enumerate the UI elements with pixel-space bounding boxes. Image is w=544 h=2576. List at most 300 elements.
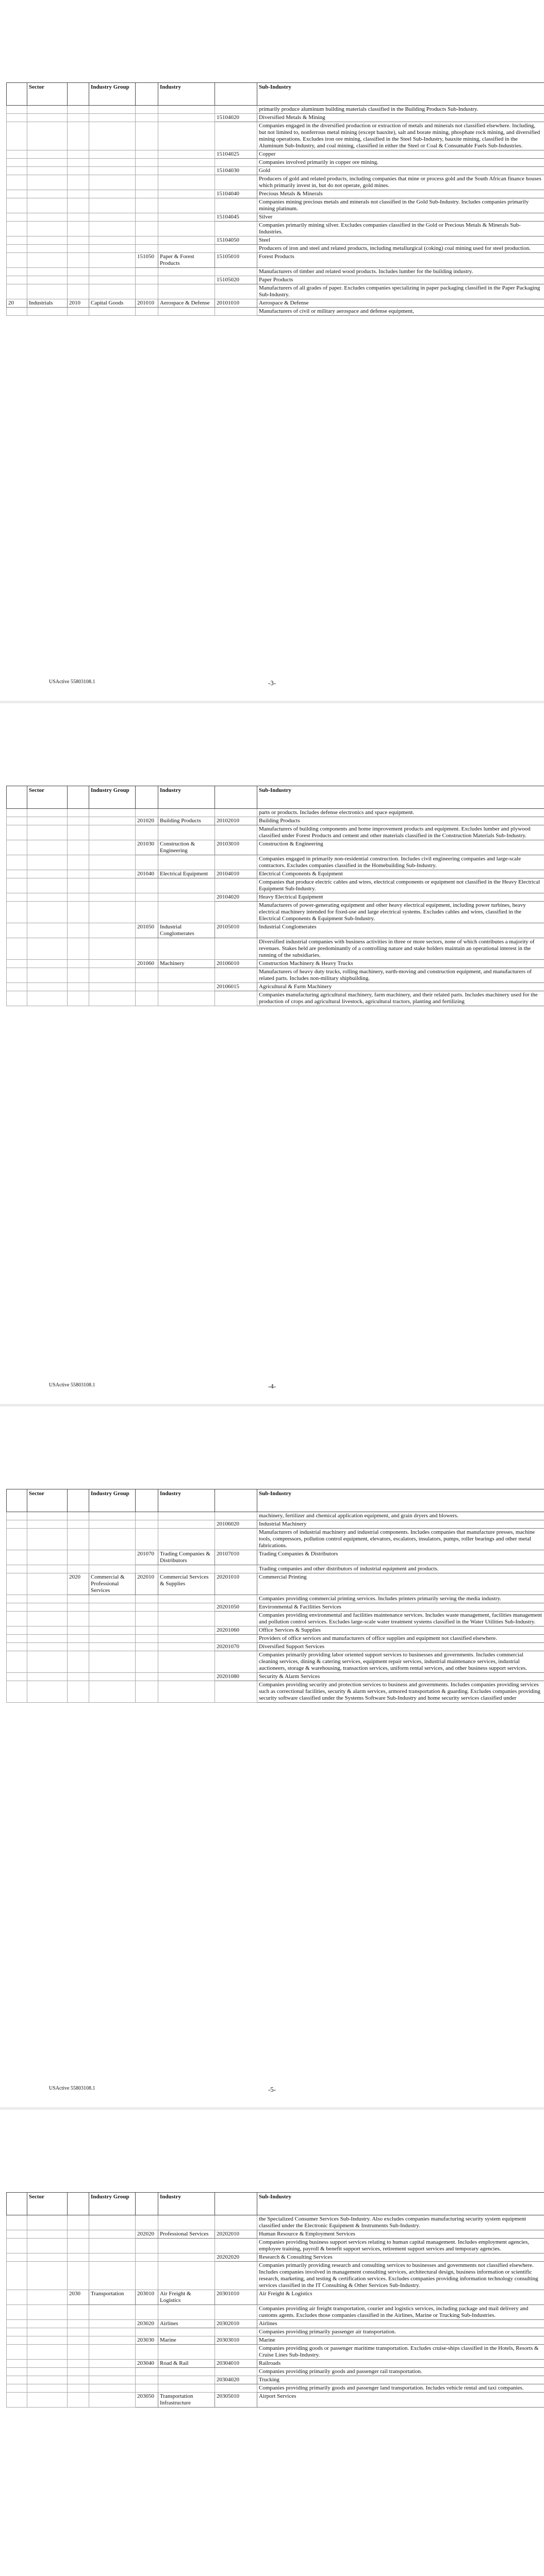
table-cell — [136, 268, 158, 276]
table-cell: Companies providing primarily goods and passenger rail transportation. — [257, 2368, 544, 2376]
table-cell — [136, 902, 158, 923]
table-row — [7, 150, 544, 159]
column-header: Sub-Industry — [257, 2193, 544, 2215]
table-cell — [27, 878, 68, 893]
table-cell — [68, 991, 89, 1006]
table-cell — [7, 825, 27, 840]
table-cell — [136, 245, 158, 253]
table-cell: 15105020 — [215, 276, 257, 284]
table-row — [7, 2345, 544, 2360]
table-cell: Commercial & Professional Services — [89, 1573, 136, 1595]
table-cell — [68, 2230, 89, 2239]
column-header: Sector — [27, 2193, 68, 2215]
table-row — [7, 840, 544, 855]
page-number: -5- — [268, 2086, 276, 2093]
table-cell — [215, 855, 257, 870]
table-cell: Companies providing environmental and facilities maintenance services. Includes waste management, facilities management and pollution control services. Excludes large-scale water treatment systems classified in the Water Utilities Sub-Industry. — [257, 1612, 544, 1626]
table-row — [7, 2336, 544, 2345]
table-cell — [158, 175, 215, 190]
table-cell — [89, 1673, 136, 1681]
table-cell — [27, 236, 68, 245]
table-cell — [27, 2215, 68, 2230]
table-cell — [68, 236, 89, 245]
table-cell: Manufacturers of power-generating equipment and other heavy electrical equipment, including power turbines, heavy electrical machinery intended for fixed-use and large electrical systems. Excludes cables and wires, classified in the Electrical Components & Equipment Sub-Industry. — [257, 902, 544, 923]
table-cell — [7, 1651, 27, 1673]
column-header — [215, 2193, 257, 2215]
table-cell: Manufacturers of all grades of paper. Excludes companies specializing in paper packaging classified in the Paper Packaging Sub-Industry. — [257, 284, 544, 299]
table-row — [7, 1550, 544, 1565]
table-cell: Companies manufacturing agricultural machinery, farm machinery, and their related parts. Includes machinery used for the production of crops and agricultural livestock, agricultural tractors, planting and fertilizing — [257, 991, 544, 1006]
column-header — [136, 786, 158, 809]
table-cell: Industrials — [27, 299, 68, 308]
table-row — [7, 276, 544, 284]
table-cell: 20106020 — [215, 1520, 257, 1529]
table-cell: Office Services & Supplies — [257, 1626, 544, 1635]
table-cell — [158, 2384, 215, 2393]
table-cell — [68, 1595, 89, 1603]
table-cell — [7, 2320, 27, 2328]
table-cell — [215, 1635, 257, 1643]
table-cell — [215, 2368, 257, 2376]
table-cell — [7, 817, 27, 825]
table-cell: Diversified Metals & Mining — [257, 114, 544, 122]
table-cell: Precious Metals & Minerals — [257, 190, 544, 198]
table-row — [7, 2215, 544, 2230]
table-cell — [27, 175, 68, 190]
table-row — [7, 2290, 544, 2305]
table-cell — [27, 1573, 68, 1595]
table-cell — [158, 245, 215, 253]
table-cell — [136, 198, 158, 213]
table-cell: Companies that produce electric cables and wires, electrical components or equipment not classified in the Heavy Electrical Equipment Sub-Industry. — [257, 878, 544, 893]
table-cell: 203020 — [136, 2320, 158, 2328]
table-cell — [7, 1643, 27, 1651]
table-cell: parts or products. Includes defense electronics and space equipment. — [257, 809, 544, 817]
table-cell — [215, 222, 257, 236]
table-cell — [136, 150, 158, 159]
table-cell — [27, 809, 68, 817]
table-cell — [89, 2320, 136, 2328]
column-header: Industry Group — [89, 786, 136, 809]
table-cell — [89, 1550, 136, 1565]
table-cell — [158, 2376, 215, 2384]
table-cell — [27, 1529, 68, 1550]
table-cell — [27, 2336, 68, 2345]
table-cell — [7, 855, 27, 870]
table-cell — [27, 902, 68, 923]
table-cell — [136, 855, 158, 870]
column-header — [136, 1489, 158, 1512]
table-cell: 20201070 — [215, 1643, 257, 1651]
table-cell — [68, 2305, 89, 2320]
table-cell — [7, 2336, 27, 2345]
table-cell — [68, 253, 89, 268]
table-cell — [89, 2215, 136, 2230]
table-cell: 201060 — [136, 960, 158, 968]
column-header: Industry — [158, 786, 215, 809]
table-cell: Machinery — [158, 960, 215, 968]
table-cell — [7, 991, 27, 1006]
table-cell — [7, 2253, 27, 2262]
table-cell — [136, 106, 158, 114]
table-cell — [7, 1635, 27, 1643]
table-cell — [68, 213, 89, 222]
column-header — [215, 83, 257, 106]
column-header — [7, 786, 27, 809]
table-cell: 20302010 — [215, 2320, 257, 2328]
table-cell — [215, 1529, 257, 1550]
table-cell — [27, 1635, 68, 1643]
table-cell — [7, 308, 27, 316]
table-cell: Electrical Components & Equipment — [257, 870, 544, 878]
table-cell — [158, 893, 215, 902]
table-cell: Electrical Equipment — [158, 870, 215, 878]
table-cell — [158, 855, 215, 870]
table-cell — [158, 2328, 215, 2336]
table-cell — [68, 2253, 89, 2262]
table-cell — [89, 960, 136, 968]
table-cell — [136, 983, 158, 991]
table-cell — [27, 1612, 68, 1626]
table-cell: 20201050 — [215, 1603, 257, 1612]
table-cell — [68, 1603, 89, 1612]
table-cell — [27, 122, 68, 150]
table-cell: 201040 — [136, 870, 158, 878]
table-cell — [68, 817, 89, 825]
table-row — [7, 2262, 544, 2290]
table-cell — [158, 213, 215, 222]
table-cell — [89, 308, 136, 316]
table-cell — [7, 114, 27, 122]
table-cell — [68, 1643, 89, 1651]
table-row — [7, 1529, 544, 1550]
table-cell: Industrial Conglomerates — [158, 923, 215, 938]
table-cell — [7, 150, 27, 159]
column-header — [68, 2193, 89, 2215]
table-cell: 20304020 — [215, 2376, 257, 2384]
document-page — [0, 1406, 544, 2107]
table-row — [7, 1512, 544, 1520]
table-cell — [136, 1565, 158, 1573]
table-cell — [68, 1651, 89, 1673]
table-cell — [27, 1512, 68, 1520]
table-cell — [7, 2376, 27, 2384]
table-cell — [158, 106, 215, 114]
table-cell — [89, 825, 136, 840]
table-cell — [136, 1529, 158, 1550]
table-cell — [7, 2368, 27, 2376]
table-cell — [89, 991, 136, 1006]
table-cell: Aerospace & Defense — [158, 299, 215, 308]
table-cell — [27, 968, 68, 983]
table-cell: Companies primarily mining silver. Excludes companies classified in the Gold or Precious Metals & Minerals Sub-Industries. — [257, 222, 544, 236]
table-cell — [68, 276, 89, 284]
table-cell — [7, 276, 27, 284]
table-row — [7, 825, 544, 840]
table-cell — [7, 2328, 27, 2336]
table-cell — [27, 855, 68, 870]
table-cell: Manufacturers of heavy duty trucks, rolling machinery, earth-moving and construction equipment, and manufacturers of related parts. Includes non-military shipbuilding. — [257, 968, 544, 983]
table-cell — [136, 825, 158, 840]
table-cell: Companies providing goods or passenger maritime transportation. Excludes cruise-ships classified in the Hotels, Resorts & Cruise Lines Sub-Industry. — [257, 2345, 544, 2360]
table-cell: Commercial Printing — [257, 1573, 544, 1595]
table-cell: Providers of office services and manufacturers of office supplies and equipment not classified elsewhere. — [257, 1635, 544, 1643]
table-cell — [27, 2320, 68, 2328]
table-row — [7, 809, 544, 817]
table-cell: Transportation Infrastructure — [158, 2393, 215, 2408]
table-row — [7, 245, 544, 253]
table-cell — [27, 150, 68, 159]
gics-table — [6, 2192, 544, 2408]
table-row — [7, 870, 544, 878]
table-cell — [68, 1529, 89, 1550]
table-cell — [136, 968, 158, 983]
table-cell — [68, 106, 89, 114]
table-cell — [158, 2305, 215, 2320]
column-header — [215, 1489, 257, 1512]
table-cell — [89, 198, 136, 213]
table-cell: 201020 — [136, 817, 158, 825]
table-cell — [136, 1681, 158, 1703]
table-cell — [136, 2328, 158, 2336]
table-cell — [27, 253, 68, 268]
table-cell — [215, 106, 257, 114]
table-cell — [89, 2328, 136, 2336]
table-cell — [215, 1595, 257, 1603]
table-row — [7, 2230, 544, 2239]
table-cell: machinery, fertilizer and chemical application equipment, and grain dryers and blowers. — [257, 1512, 544, 1520]
table-cell: Research & Consulting Services — [257, 2253, 544, 2262]
table-cell: 203050 — [136, 2393, 158, 2408]
table-row — [7, 2253, 544, 2262]
table-cell: Steel — [257, 236, 544, 245]
table-cell — [27, 2328, 68, 2336]
table-cell — [27, 893, 68, 902]
table-cell — [68, 2328, 89, 2336]
table-cell — [215, 1512, 257, 1520]
table-cell: Producers of iron and steel and related products, including metallurgical (coking) coal mining used for steel production. — [257, 245, 544, 253]
column-header: Industry — [158, 1489, 215, 1512]
table-cell: Airlines — [257, 2320, 544, 2328]
table-cell — [27, 114, 68, 122]
table-cell — [27, 2230, 68, 2239]
table-cell — [136, 1651, 158, 1673]
table-row — [7, 2384, 544, 2393]
table-cell — [27, 840, 68, 855]
table-cell — [7, 245, 27, 253]
table-cell — [215, 245, 257, 253]
table-row — [7, 1673, 544, 1681]
table-cell — [27, 2384, 68, 2393]
table-cell: Construction & Engineering — [257, 840, 544, 855]
table-cell — [7, 1595, 27, 1603]
table-cell — [27, 2262, 68, 2290]
table-cell — [136, 2262, 158, 2290]
table-cell — [7, 923, 27, 938]
table-cell: 20305010 — [215, 2393, 257, 2408]
footer-doc-id: USActive 55803108.1 — [49, 2086, 95, 2091]
column-header — [136, 2193, 158, 2215]
table-cell: 20104010 — [215, 870, 257, 878]
table-row — [7, 893, 544, 902]
table-cell — [68, 198, 89, 213]
table-cell — [7, 1512, 27, 1520]
table-cell — [27, 213, 68, 222]
table-row — [7, 878, 544, 893]
table-cell — [7, 1681, 27, 1703]
table-cell — [68, 923, 89, 938]
table-cell — [136, 2376, 158, 2384]
table-cell: 15104030 — [215, 167, 257, 175]
table-cell — [7, 1573, 27, 1595]
table-cell: 15104050 — [215, 236, 257, 245]
table-cell — [7, 2345, 27, 2360]
table-cell — [27, 268, 68, 276]
table-cell: 203040 — [136, 2360, 158, 2368]
table-cell — [27, 1603, 68, 1612]
table-cell — [68, 1635, 89, 1643]
table-cell — [136, 2305, 158, 2320]
table-cell: Companies providing commercial printing services. Includes printers primarily serving the media industry. — [257, 1595, 544, 1603]
table-cell — [136, 114, 158, 122]
table-row — [7, 308, 544, 316]
table-cell — [27, 991, 68, 1006]
table-cell — [27, 198, 68, 213]
table-cell — [68, 122, 89, 150]
table-row — [7, 1626, 544, 1635]
table-cell — [158, 878, 215, 893]
table-cell: Trading companies and other distributors of industrial equipment and products. — [257, 1565, 544, 1573]
table-cell: Companies providing air freight transportation, courier and logistics services, including package and mail delivery and customs agents. Excludes those companies classified in the Airlines, Marine or Trucking Sub-Industries. — [257, 2305, 544, 2320]
table-cell — [89, 1520, 136, 1529]
table-cell — [68, 268, 89, 276]
gics-table — [6, 1489, 544, 1703]
table-cell: 20106015 — [215, 983, 257, 991]
table-cell — [136, 1612, 158, 1626]
table-cell: Companies engaged in the diversified production or extraction of metals and minerals not classified elsewhere. Including, but not limited to, nonferrous metal mining (except bauxite), salt and borate mining, phosphate rock mining, and diversified mining operations. Excludes iron ore mining, classified in the Steel Sub-Industry, bauxite mining, classified in the Aluminum Sub-Industry, and coal mining, classified in either the Steel or Coal & Consumable Fuels Sub-Industries. — [257, 122, 544, 150]
table-cell — [158, 167, 215, 175]
table-cell — [89, 114, 136, 122]
table-cell — [215, 2328, 257, 2336]
table-cell — [68, 855, 89, 870]
table-cell — [89, 809, 136, 817]
table-cell: 151050 — [136, 253, 158, 268]
table-cell — [7, 1626, 27, 1635]
table-cell — [136, 2345, 158, 2360]
table-cell — [215, 878, 257, 893]
table-row — [7, 923, 544, 938]
column-header: Industry — [158, 2193, 215, 2215]
column-header — [68, 83, 89, 106]
table-cell — [27, 284, 68, 299]
column-header: Industry Group — [89, 2193, 136, 2215]
table-cell: Construction & Engineering — [158, 840, 215, 855]
table-cell — [27, 190, 68, 198]
table-cell — [158, 308, 215, 316]
table-cell: Transportation — [89, 2290, 136, 2305]
table-cell — [7, 1612, 27, 1626]
table-cell — [158, 1681, 215, 1703]
table-cell — [7, 878, 27, 893]
table-cell: Manufacturers of timber and related wood products. Includes lumber for the building industry. — [257, 268, 544, 276]
column-header: Sector — [27, 786, 68, 809]
table-cell — [27, 2305, 68, 2320]
table-cell — [136, 2239, 158, 2253]
table-cell — [89, 840, 136, 855]
table-cell — [89, 213, 136, 222]
table-cell: 20201010 — [215, 1573, 257, 1595]
table-row — [7, 1520, 544, 1529]
page-number: -4- — [268, 1382, 276, 1390]
table-cell — [68, 167, 89, 175]
table-row — [7, 902, 544, 923]
table-cell — [158, 1603, 215, 1612]
column-header: Industry — [158, 83, 215, 106]
table-cell: 20105010 — [215, 923, 257, 938]
table-cell — [158, 2368, 215, 2376]
table-cell — [89, 106, 136, 114]
table-cell: 201050 — [136, 923, 158, 938]
table-row — [7, 159, 544, 167]
table-cell — [215, 1565, 257, 1573]
table-cell: 15104045 — [215, 213, 257, 222]
table-cell — [215, 1681, 257, 1703]
table-cell — [7, 2393, 27, 2408]
table-cell — [27, 2376, 68, 2384]
table-cell: Marine — [158, 2336, 215, 2345]
table-cell — [89, 222, 136, 236]
table-cell — [68, 190, 89, 198]
table-cell — [136, 1512, 158, 1520]
table-cell — [136, 991, 158, 1006]
table-cell — [215, 825, 257, 840]
table-cell: 201030 — [136, 840, 158, 855]
table-row — [7, 1651, 544, 1673]
table-cell — [68, 960, 89, 968]
table-cell — [7, 2384, 27, 2393]
footer-doc-id: USActive 55803108.1 — [49, 679, 95, 685]
table-cell — [89, 190, 136, 198]
table-header-row — [7, 1489, 544, 1512]
table-cell: 203010 — [136, 2290, 158, 2305]
table-cell — [215, 809, 257, 817]
table-cell — [89, 1512, 136, 1520]
table-cell — [158, 114, 215, 122]
table-cell — [68, 2320, 89, 2328]
table-cell: 201010 — [136, 299, 158, 308]
table-row — [7, 2360, 544, 2368]
table-cell: Industrial Machinery — [257, 1520, 544, 1529]
table-cell — [7, 2305, 27, 2320]
table-cell — [7, 213, 27, 222]
table-cell — [7, 284, 27, 299]
table-cell: 20103010 — [215, 840, 257, 855]
column-header — [7, 83, 27, 106]
column-header — [215, 786, 257, 809]
table-cell — [158, 1626, 215, 1635]
table-cell — [68, 1612, 89, 1626]
table-cell: Capital Goods — [89, 299, 136, 308]
table-cell: Environmental & Facilities Services — [257, 1603, 544, 1612]
table-cell — [89, 2376, 136, 2384]
table-cell — [27, 159, 68, 167]
table-cell: Railroads — [257, 2360, 544, 2368]
table-cell: Trading Companies & Distributors — [158, 1550, 215, 1565]
table-cell — [215, 2215, 257, 2230]
table-cell: Airlines — [158, 2320, 215, 2328]
table-cell: 2020 — [68, 1573, 89, 1595]
column-header — [7, 1489, 27, 1512]
